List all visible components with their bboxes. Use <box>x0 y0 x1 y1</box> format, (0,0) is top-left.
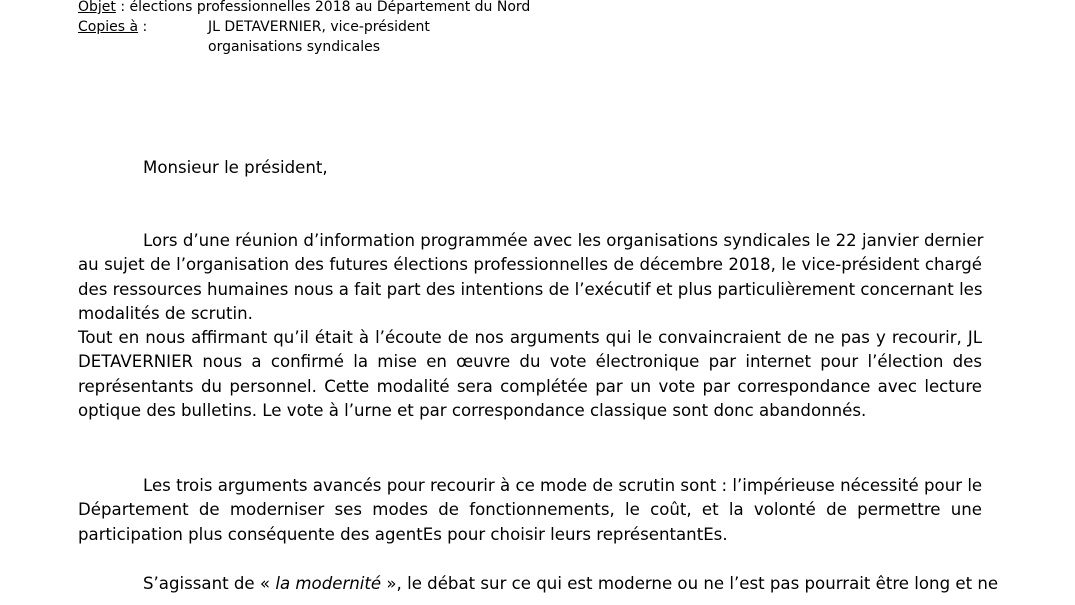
copies-recipient-2: organisations syndicales <box>208 39 381 55</box>
paragraph-3 <box>78 474 982 547</box>
copies-label: Copies à <box>78 19 139 35</box>
paragraph-line: représentants du personnel. Cette modalité sera complétée par un vote par correspondance avec lecture <box>78 376 982 396</box>
paragraph-line: DETAVERNIER nous a confirmé la mise en œuvre du vote électronique par internet pour l’élection des <box>78 352 982 372</box>
paragraph-line: participation plus conséquente des agentEs pour choisir leurs représentantEs. <box>78 524 728 544</box>
copies-separator: : <box>138 19 148 35</box>
paragraph-4-before: S’agissant de « <box>143 574 276 593</box>
copies-recipient-1: JL DETAVERNIER, vice-président <box>208 19 430 35</box>
paragraph-4-italic: la modernité <box>275 574 382 593</box>
paragraph-4-after: », le débat sur ce qui est moderne ou ne l’est pas pourrait être long et ne <box>381 574 999 593</box>
paragraph-2 <box>78 326 982 423</box>
paragraph-line: optique des bulletins. Le vote à l’urne et par correspondance classique sont donc abandonnés. <box>78 400 867 420</box>
paragraph-line <box>78 572 999 596</box>
objet-text: : élections professionnelles 2018 au Département du Nord <box>115 0 531 15</box>
salutation: Monsieur le président, <box>143 158 328 177</box>
paragraph-line: au sujet de l’organisation des futures élections professionnelles de décembre 2018, le vice-président chargé <box>78 255 982 275</box>
paragraph-line: Lors d’une réunion d’information programmée avec les organisations syndicales le 22 janvier dernier <box>143 231 984 250</box>
paragraph-line: modalités de scrutin. <box>78 303 253 323</box>
paragraph-1 <box>78 229 982 326</box>
objet-label: Objet <box>78 0 116 15</box>
paragraph-line: Département de moderniser ses modes de fonctionnements, le coût, et la volonté de permettre une <box>78 500 982 520</box>
paragraph-line: Tout en nous affirmant qu’il était à l’écoute de nos arguments qui le convaincraient de ne pas y recourir, JL <box>78 328 982 347</box>
paragraph-line: Les trois arguments avancés pour recourir à ce mode de scrutin sont : l’impérieuse nécessité pour le <box>143 476 983 495</box>
copies-line <box>78 18 147 36</box>
paragraph-line: des ressources humaines nous a fait part des intentions de l’exécutif et plus particulièrement concernant les <box>78 279 983 299</box>
paragraph-4 <box>78 572 999 596</box>
objet-line <box>78 0 530 16</box>
